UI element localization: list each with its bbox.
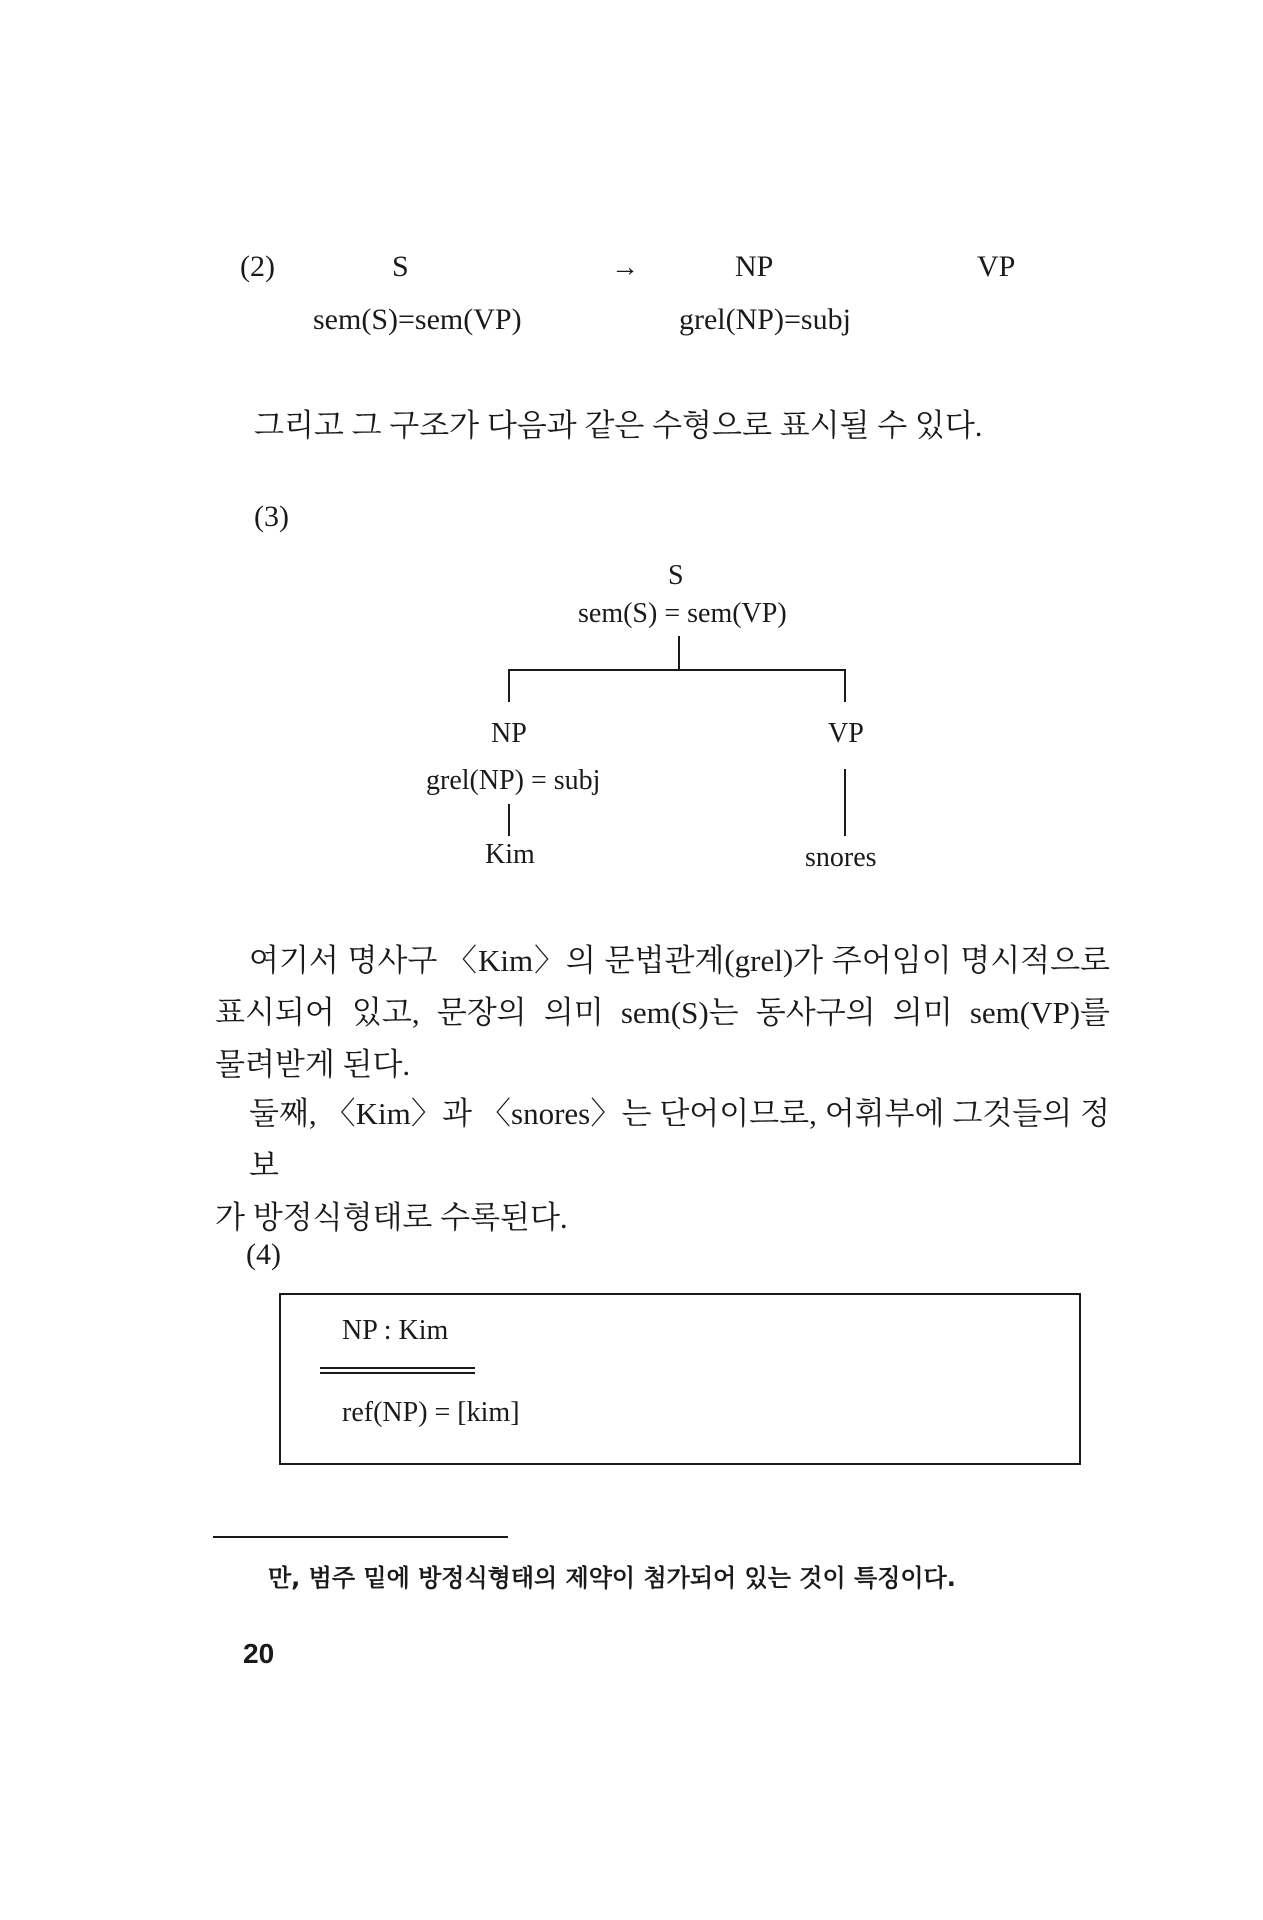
rule-grel-equation: grel(NP)=subj (679, 303, 851, 336)
tree-leaf-kim: Kim (485, 839, 535, 870)
paragraph-1-line: 물려받게 된다. (215, 1047, 411, 1082)
example-2-number: (2) (240, 250, 275, 283)
paragraph-1-line: 여기서 명사구 〈Kim〉의 문법관계(grel)가 주어임이 명시적으로 (249, 943, 1110, 978)
tree-branch-bar (508, 669, 846, 671)
rule-sem-equation: sem(S)=sem(VP) (313, 303, 522, 336)
tree-np-grel: grel(NP) = subj (426, 765, 601, 796)
paragraph-2-line: 둘째, 〈Kim〉과 〈snores〉는 단어이므로, 어휘부에 그것들의 정보 (249, 1096, 1110, 1183)
tree-leaf-snores: snores (805, 842, 877, 873)
tree-root-stem (678, 636, 680, 670)
paragraph-1 (215, 935, 1110, 1091)
paragraph-2 (215, 1088, 1110, 1244)
paragraph-1-line: 표시되어 있고, 문장의 의미 sem(S)는 동사구의 의미 sem(VP)를 (215, 995, 1110, 1030)
tree-right-drop (844, 669, 846, 702)
rule-np: NP (735, 250, 774, 283)
rule-arrow: → (611, 252, 639, 283)
example-3-number: (3) (254, 500, 289, 533)
footnote-text: 만, 범주 밑에 방정식형태의 제약이 첨가되어 있는 것이 특징이다. (268, 1564, 956, 1592)
rule-vp: VP (977, 250, 1016, 283)
rule-lhs-s: S (392, 250, 409, 283)
tree-np-node: NP (491, 718, 527, 749)
example-4-number: (4) (246, 1238, 281, 1271)
double-rule (320, 1367, 475, 1374)
paragraph-2-line: 가 방정식형태로 수록된다. (215, 1200, 568, 1235)
page-number: 20 (243, 1638, 275, 1669)
tree-root-sem: sem(S) = sem(VP) (578, 598, 787, 629)
lexical-entry-head: NP : Kim (342, 1315, 449, 1346)
tree-np-edge (508, 804, 510, 836)
tree-left-drop (508, 669, 510, 702)
tree-vp-edge (844, 769, 846, 836)
tree-vp-node: VP (828, 718, 864, 749)
intro-sentence: 그리고 그 구조가 다음과 같은 수형으로 표시될 수 있다. (254, 408, 983, 443)
lexical-entry-equation: ref(NP) = [kim] (342, 1397, 520, 1428)
footnote-rule (213, 1536, 508, 1538)
tree-root-s: S (668, 560, 684, 591)
